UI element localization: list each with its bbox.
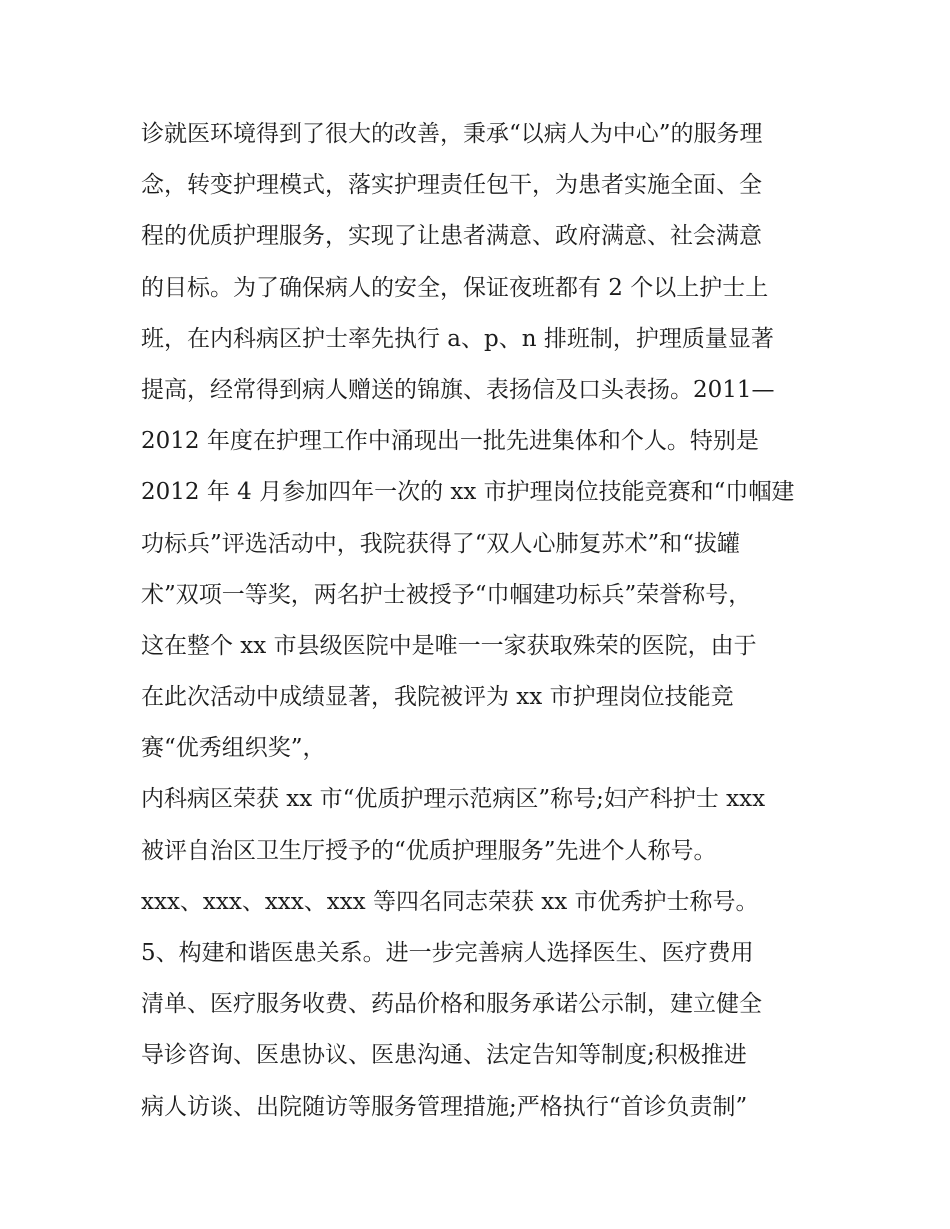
text-line: 内科病区荣获 xx 市“优质护理示范病区”称号;妇产科护士 xxx: [141, 786, 766, 813]
text-line: xxx、xxx、xxx、xxx 等四名同志荣获 xx 市优秀护士称号。: [141, 888, 759, 915]
text-line: 赛“优秀组织奖”，: [141, 735, 326, 762]
text-line: 诊就医环境得到了很大的改善，秉承“以病人为中心”的服务理: [141, 121, 763, 147]
text-line: 术”双项一等奖，两名护士被授予“巾帼建功标兵”荣誉称号，: [141, 581, 752, 608]
body-text: [141, 109, 821, 1133]
text-line: 的目标。为了确保病人的安全，保证夜班都有 2 个以上护士上: [141, 274, 769, 301]
text-line: 2012 年 4 月参加四年一次的 xx 市护理岗位技能竞赛和“巾帼建: [141, 479, 795, 506]
text-line: 导诊咨询、医患协议、医患沟通、法定告知等制度;积极推进: [141, 1042, 747, 1069]
text-line: 2012 年度在护理工作中涌现出一批先进集体和个人。特别是: [141, 428, 759, 455]
text-line: 病人访谈、出院随访等服务管理措施;严格执行“首诊负责制”: [141, 1093, 748, 1120]
text-line: 5、构建和谐医患关系。进一步完善病人选择医生、医疗费用: [141, 940, 754, 966]
text-line: 清单、医疗服务收费、药品价格和服务承诺公示制，建立健全: [141, 991, 762, 1018]
text-line: 程的优质护理服务，实现了让患者满意、政府满意、社会满意: [141, 223, 762, 250]
text-line: 提高，经常得到病人赠送的锦旗、表扬信及口头表扬。2011—: [141, 376, 775, 403]
text-line: 功标兵”评选活动中，我院获得了“双人心肺复苏术”和“拔罐: [141, 530, 741, 557]
text-line: 念，转变护理模式，落实护理责任包干，为患者实施全面、全: [141, 172, 762, 199]
text-line: 这在整个 xx 市县级医院中是唯一一家获取殊荣的医院，由于: [141, 632, 757, 659]
text-line: 被评自治区卫生厅授予的“优质护理服务”先进个人称号。: [141, 837, 717, 864]
text-line: 在此次活动中成绩显著，我院被评为 xx 市护理岗位技能竞: [141, 684, 734, 711]
text-line: 班，在内科病区护士率先执行 a、p、n 排班制，护理质量显著: [141, 325, 774, 352]
